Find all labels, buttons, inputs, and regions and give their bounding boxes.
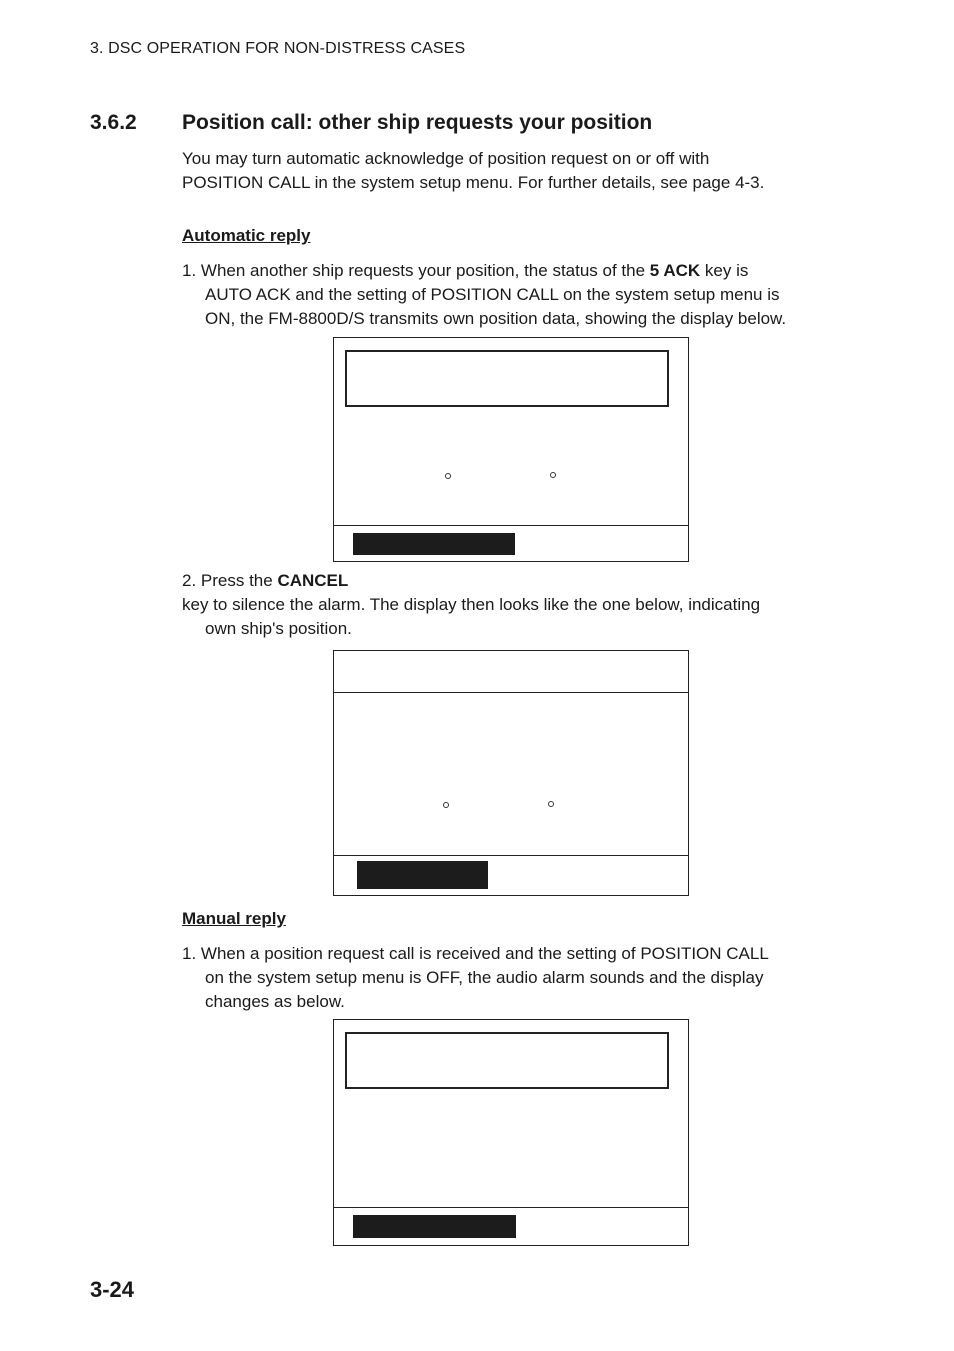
display-panel-manual-request xyxy=(333,1019,689,1246)
running-header: 3. DSC OPERATION FOR NON-DISTRESS CASES xyxy=(90,40,466,57)
auto-step-2-line-3: own ship's position. xyxy=(205,619,352,638)
manual-step-1 xyxy=(182,942,769,1014)
intro-paragraph xyxy=(182,147,764,195)
auto-step-2 xyxy=(182,569,348,593)
automatic-reply-heading: Automatic reply xyxy=(182,226,311,245)
intro-line-1: You may turn automatic acknowledge of position request on or off with xyxy=(182,149,710,168)
display-title-frame xyxy=(345,350,669,407)
display-status-bar xyxy=(357,861,488,889)
display-status-bar xyxy=(353,1215,516,1238)
manual-step-1-line-3: changes as below. xyxy=(205,992,345,1011)
display-divider xyxy=(334,525,688,526)
degree-symbol xyxy=(548,801,554,807)
degree-symbol xyxy=(550,472,556,478)
auto-step-1-prefix: 1. When another ship requests your position, the status of the xyxy=(182,261,650,280)
auto-step-2-line-1 xyxy=(182,569,348,593)
display-panel-own-position xyxy=(333,650,689,896)
auto-step-1 xyxy=(182,259,786,331)
auto-step-1-line-2: AUTO ACK and the setting of POSITION CALL on the system setup menu is xyxy=(205,285,780,304)
manual-step-1-line-1: 1. When a position request call is received and the setting of POSITION CALL xyxy=(182,944,769,963)
intro-line-2: POSITION CALL in the system setup menu. For further details, see page 4-3. xyxy=(182,173,765,192)
display-status-bar xyxy=(353,533,515,555)
degree-symbol xyxy=(445,473,451,479)
section-number: 3.6.2 xyxy=(90,111,137,134)
auto-step-2-prefix: 2. Press the xyxy=(182,571,278,590)
auto-step-1-suffix: key is xyxy=(700,261,749,280)
display-title-frame xyxy=(345,1032,669,1089)
auto-step-2-line-2: key to silence the alarm. The display then looks like the one below, indicating xyxy=(182,595,761,614)
section-title: Position call: other ship requests your position xyxy=(182,111,653,134)
manual-step-1-line-2: on the system setup menu is OFF, the audio alarm sounds and the display xyxy=(205,968,764,987)
auto-step-2-cont xyxy=(182,593,760,641)
manual-reply-heading: Manual reply xyxy=(182,909,286,928)
display-divider xyxy=(334,1207,688,1208)
display-divider xyxy=(334,855,688,856)
display-header-divider xyxy=(334,692,688,693)
page-number: 3-24 xyxy=(90,1277,135,1302)
auto-step-1-line-3: ON, the FM-8800D/S transmits own position data, showing the display below. xyxy=(205,309,787,328)
display-panel-auto-transmit xyxy=(333,337,689,562)
auto-step-1-line-1 xyxy=(182,259,786,283)
degree-symbol xyxy=(443,802,449,808)
ack-key-label: 5 ACK xyxy=(649,261,701,280)
cancel-key-label: CANCEL xyxy=(277,571,349,590)
